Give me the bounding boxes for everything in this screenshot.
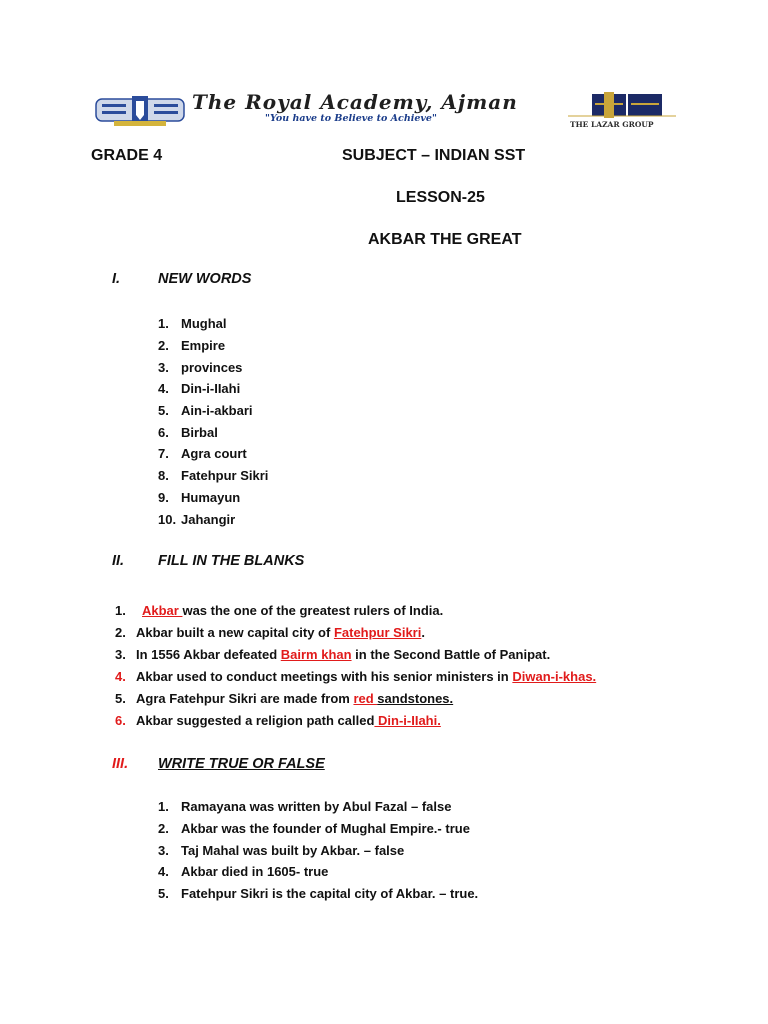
subject-label: SUBJECT – INDIAN SST: [342, 147, 526, 164]
grade-label: GRADE 4: [91, 147, 163, 164]
lesson-label: LESSON-25: [396, 189, 485, 206]
school-name: The Royal Academy, Ajman: [192, 90, 518, 114]
answer-text: Akbar: [142, 603, 183, 618]
section-3-heading: WRITE TRUE OR FALSE: [158, 756, 325, 772]
answer-text: red: [353, 691, 378, 706]
section-1-number: I.: [112, 271, 121, 287]
section-2-number: II.: [112, 553, 125, 569]
section-1-heading: NEW WORDS: [158, 271, 252, 287]
answer-text: Din-i-IIahi.: [374, 713, 441, 728]
school-motto: "You have to Believe to Achieve": [265, 113, 437, 124]
school-crest-logo: [94, 95, 186, 127]
answer-text: Fatehpur Sikri: [333, 625, 422, 640]
section-3-number: III.: [112, 756, 129, 772]
answer-text: Bairm khan: [280, 647, 352, 662]
section-2-heading: FILL IN THE BLANKS: [158, 553, 305, 569]
lesson-title: AKBAR THE GREAT: [368, 231, 522, 248]
group-name: THE LAZAR GROUP: [570, 120, 654, 129]
answer-text: Diwan-i-khas.: [512, 669, 597, 684]
